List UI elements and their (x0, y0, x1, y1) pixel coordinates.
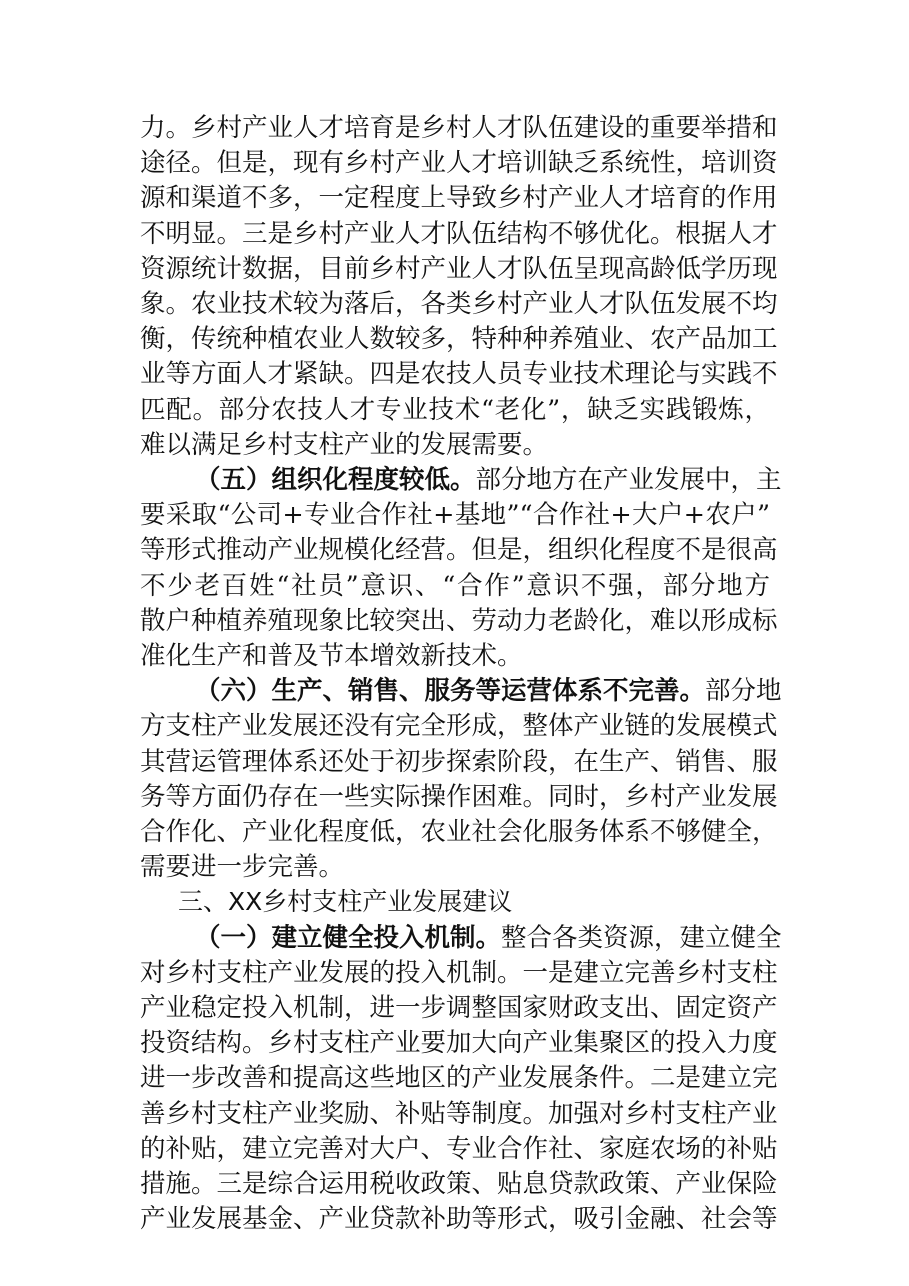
text-line: 准化生产和普及节本增效新技术。 (140, 641, 523, 671)
text-line: 产业稳定投入机制，进一步调整国家财政支出、固定资产 (140, 993, 778, 1023)
text-line: 资源统计数据，目前乡村产业人才队伍呈现高龄低学历现 (140, 253, 778, 284)
text-line: 需要进一步完善。 (140, 852, 345, 883)
text-line: 善乡村支柱产业奖励、补贴等制度。加强对乡村支柱产业 (140, 1098, 778, 1129)
text-line: 合作化、产业化程度低，农业社会化服务体系不够健全， (140, 817, 778, 847)
subsection-heading: （五）组织化程度较低。 (195, 465, 476, 495)
text-line: 不少老百姓“社员”意识、“合作”意识不强，部分地方 (140, 570, 770, 601)
text-line: 象。农业技术较为落后，各类乡村产业人才队伍发展不均 (140, 289, 778, 319)
text-line: 要采取“公司+专业合作社+基地”“合作社+大户+农户” (140, 500, 770, 531)
section-title: 三、XX乡村支柱产业发展建议 (178, 887, 513, 917)
text-line: 等形式推动产业规模化经营。但是，组织化程度不是很高 (140, 535, 778, 566)
subsection-heading: （六）生产、销售、服务等运营体系不完善。 (195, 676, 706, 707)
text-line: 难以满足乡村支柱产业的发展需要。 (140, 429, 549, 460)
text-line: 产业发展基金、产业贷款补助等形式，吸引金融、社会等 (140, 1204, 778, 1235)
text-line: 的补贴，建立完善对大户、专业合作社、家庭农场的补贴 (140, 1133, 778, 1164)
text-line: 对乡村支柱产业发展的投入机制。一是建立完善乡村支柱 (140, 957, 778, 988)
text-span: 部分地方在产业发展中，主 (475, 465, 782, 495)
text-line: 业等方面人才紧缺。四是农技人员专业技术理论与实践不 (140, 359, 778, 390)
text-line: 衡，传统种植农业人数较多，特种种养殖业、农产品加工 (140, 324, 778, 355)
text-line: 措施。三是综合运用税收政策、贴息贷款政策、产业保险 (140, 1169, 778, 1199)
paragraph-first-line (195, 674, 782, 708)
text-line: 途径。但是，现有乡村产业人才培训缺乏系统性，培训资 (140, 148, 778, 179)
text-span: 整合各类资源，建立健全 (501, 922, 782, 953)
text-line: 散户种植养殖现象比较突出、劳动力老龄化，难以形成标 (140, 605, 778, 636)
subsection-heading: （一）建立健全投入机制。 (195, 922, 502, 953)
paragraph-first-line (195, 463, 782, 497)
text-line: 方支柱产业发展还没有完全形成，整体产业链的发展模式 (140, 711, 778, 742)
text-span: 部分地 (705, 676, 782, 707)
text-line: 力。乡村产业人才培育是乡村人才队伍建设的重要举措和 (140, 113, 778, 143)
text-line: 进一步改善和提高这些地区的产业发展条件。二是建立完 (140, 1063, 778, 1094)
text-line: 匹配。部分农技人才专业技术“老化”，缺乏实践锻炼， (140, 394, 770, 425)
text-line: 不明显。三是乡村产业人才队伍结构不够优化。根据人才 (140, 218, 778, 249)
text-line: 源和渠道不多，一定程度上导致乡村产业人才培育的作用 (140, 183, 778, 214)
text-line: 务等方面仍存在一些实际操作困难。同时，乡村产业发展 (140, 781, 778, 812)
paragraph-first-line (195, 921, 782, 955)
text-line: 投资结构。乡村支柱产业要加大向产业集聚区的投入力度 (140, 1028, 778, 1059)
text-line: 其营运管理体系还处于初步探索阶段，在生产、销售、服 (140, 746, 778, 777)
